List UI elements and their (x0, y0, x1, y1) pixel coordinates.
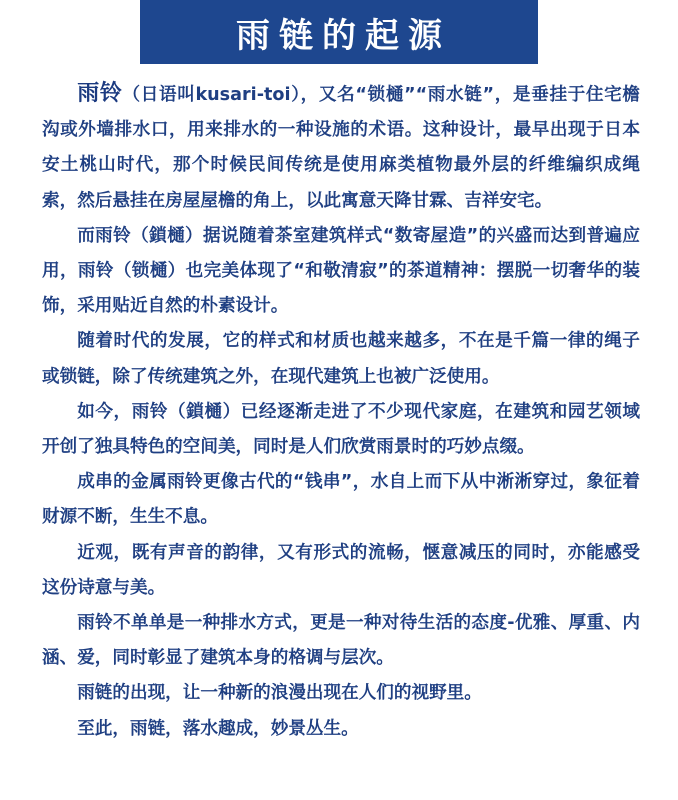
paragraph-1-text: （日语叫kusari-toi），又名“锁樋”“雨水链”，是垂挂于住宅檐沟或外墙排水口，用来排水的一种设施的术语。这种设计，最早出现于日本安土桃山时代，那个时候民间传统是使用麻类植物最外层的纤维编织成绳索，然后悬挂在房屋屋檐的角上，以此寓意天降甘霖、吉祥安宅。 (42, 85, 640, 211)
page-title: 雨链的起源 (236, 15, 451, 56)
lead-term: 雨铃 (77, 81, 123, 106)
paragraph-1 (42, 76, 640, 219)
paragraph-2: 而雨铃（鎖樋）据说随着茶室建筑样式“数寄屋造”的兴盛而达到普遍应用，雨铃（锁樋）也完美体现了“和敬清寂”的茶道精神：摆脱一切奢华的装饰，采用贴近自然的朴素设计。 (42, 225, 640, 317)
paragraph-4: 如今，雨铃（鎖樋）已经逐渐走进了不少现代家庭，在建筑和园艺领域开创了独具特色的空间美，同时是人们欣赏雨景时的巧妙点缀。 (42, 401, 640, 458)
title-banner (140, 0, 538, 64)
paragraph-7: 雨铃不单单是一种排水方式，更是一种对待生活的态度-优雅、厚重、内涵、爱，同时彰显了建筑本身的格调与层次。 (42, 613, 640, 669)
paragraph-5: 成串的金属雨铃更像古代的“钱串”，水自上而下从中淅淅穿过，象征着财源不断，生生不息。 (42, 472, 640, 528)
article-body (42, 76, 640, 747)
paragraph-8: 雨链的出现，让一种新的浪漫出现在人们的视野里。 (77, 683, 482, 704)
paragraph-6: 近观，既有声音的韵律，又有形式的流畅，惬意减压的同时，亦能感受这份诗意与美。 (42, 542, 640, 598)
paragraph-3: 随着时代的发展，它的样式和材质也越来越多，不在是千篇一律的绳子或锁链，除了传统建筑之外，在现代建筑上也被广泛使用。 (42, 331, 640, 387)
paragraph-9: 至此，雨链，落水趣成，妙景丛生。 (77, 718, 359, 739)
